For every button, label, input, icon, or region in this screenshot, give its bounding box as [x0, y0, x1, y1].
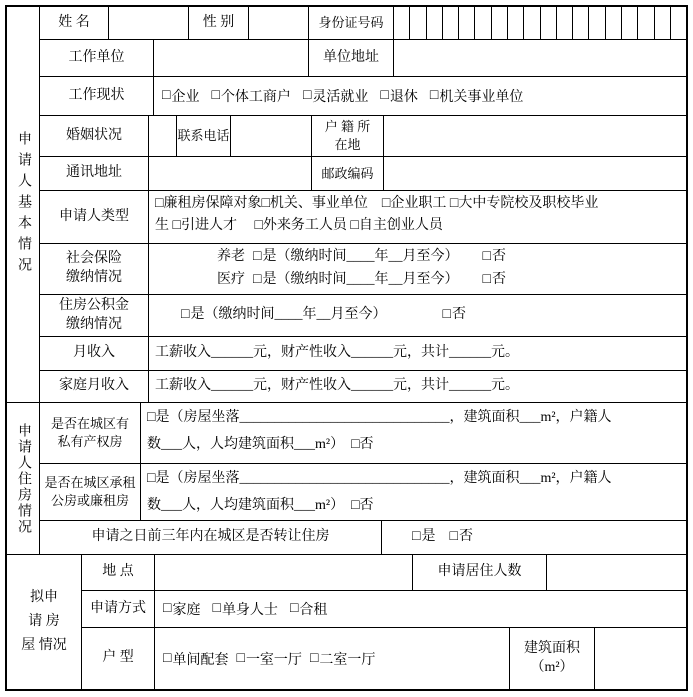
id-digit-cell[interactable]	[410, 7, 426, 39]
location-input-cell[interactable]	[155, 555, 413, 590]
transfer-yes-option[interactable]: □ 是	[412, 529, 436, 545]
housing-transfer-options	[382, 521, 686, 554]
applicant-type-label: 申请人类型	[40, 191, 149, 243]
family-monthly-income-text[interactable]: 工薪收入______元，财产性收入______元，共计______元。	[155, 378, 519, 394]
applicant-type-options-line1[interactable]: □廉租房保障对象□机关、事业单位 □企业职工 □大中专院校及职校毕业	[155, 196, 599, 211]
employer-address-label: 单位地址	[309, 40, 394, 76]
marital-status-label: 婚姻状况	[40, 116, 149, 156]
monthly-income-label: 月收入	[40, 337, 149, 370]
id-digit-cell[interactable]	[508, 7, 524, 39]
monthly-income-text[interactable]: 工薪收入______元，财产性收入______元，共计______元。	[155, 345, 519, 361]
section-label-basic-info-text: 申请人基本情况	[16, 131, 31, 278]
section-applicant-basic-info	[7, 7, 686, 403]
row-mailing-address	[40, 157, 686, 191]
id-digit-cell[interactable]	[475, 7, 491, 39]
section-proposed-housing	[7, 555, 686, 689]
mailing-address-label: 通讯地址	[40, 157, 149, 190]
section-label-housing-status-text: 申请人住房情况	[16, 422, 31, 535]
hukou-location-input-cell[interactable]	[384, 116, 686, 156]
floor-area-label: 建筑面积 （m²）	[510, 628, 595, 689]
row-applicant-type	[40, 191, 686, 244]
checkbox-icon[interactable]: □	[212, 601, 221, 616]
hukou-location-label: 户 籍 所 在地	[312, 116, 384, 156]
id-number-label: 身份证号码	[309, 7, 394, 39]
id-digit-cell[interactable]	[671, 7, 686, 39]
floor-area-input-cell[interactable]	[595, 628, 686, 689]
medical-yes-option[interactable]: □ 是（缴纳时间____年__月至今）	[253, 271, 459, 287]
rent-public-housing-label: 是否在城区承租 公房或廉租房	[40, 464, 141, 520]
applicant-type-options[interactable]	[149, 191, 686, 243]
marital-status-input-cell[interactable]	[149, 116, 177, 156]
checkbox-icon[interactable]: □	[309, 650, 319, 666]
own-property-label: 是否在城区有 私有产权房	[40, 403, 141, 463]
checkbox-icon[interactable]: □	[302, 88, 312, 103]
id-digit-cell[interactable]	[459, 7, 475, 39]
checkbox-icon[interactable]: □	[236, 650, 245, 666]
checkbox-icon[interactable]: □	[429, 88, 439, 103]
row-housing-transfer	[40, 521, 686, 554]
section-label-proposed-housing-text: 拟申 请 房 屋 情况	[21, 590, 67, 653]
option-public-institution[interactable]: □ 机关事业单位	[429, 88, 524, 105]
fund-no-option[interactable]: □ 否	[442, 307, 466, 323]
checkbox-icon[interactable]: □	[253, 271, 262, 287]
postal-code-label: 邮政编码	[312, 157, 384, 190]
id-digit-cell[interactable]	[394, 7, 410, 39]
row-rent-public-housing	[40, 464, 686, 521]
row-marital-phone-hukou	[40, 116, 686, 157]
id-digit-cell[interactable]	[492, 7, 508, 39]
medical-prefix: 医疗	[217, 271, 245, 287]
own-property-answer[interactable]: □是（房屋坐落______________________________，建筑面积___m²，户籍人 数___人，人均建筑面积___m²） □否	[147, 410, 612, 452]
id-digit-cell[interactable]	[655, 7, 671, 39]
row-housing-fund	[40, 295, 686, 337]
phone-label: 联系电话	[177, 116, 231, 156]
pension-insurance-line	[217, 246, 680, 269]
option-single-person[interactable]: □ 单身人士	[212, 601, 278, 618]
checkbox-icon[interactable]: □	[162, 88, 171, 103]
row-location	[82, 555, 686, 591]
option-family[interactable]: □ 家庭	[163, 601, 201, 618]
application-method-options	[155, 591, 686, 627]
row-social-insurance	[40, 244, 686, 295]
checkbox-icon[interactable]: □	[449, 529, 458, 545]
row-family-monthly-income	[40, 371, 686, 402]
id-number-digit-cells	[394, 7, 686, 39]
id-digit-cell[interactable]	[443, 7, 459, 39]
id-digit-cell[interactable]	[573, 7, 589, 39]
pension-yes-option[interactable]: □ 是（缴纳时间____年__月至今）	[253, 249, 459, 265]
id-digit-cell[interactable]	[541, 7, 557, 39]
checkbox-icon[interactable]: □	[253, 249, 262, 265]
employer-label: 工作单位	[40, 40, 154, 76]
option-retired[interactable]: □ 退休	[380, 88, 418, 105]
occupants-input-cell[interactable]	[547, 555, 686, 590]
id-digit-cell[interactable]	[589, 7, 605, 39]
id-digit-cell[interactable]	[427, 7, 443, 39]
id-digit-cell[interactable]	[638, 7, 654, 39]
id-digit-cell[interactable]	[622, 7, 638, 39]
social-insurance-label: 社会保险 缴纳情况	[40, 244, 149, 294]
option-self-employed[interactable]: □ 个体工商户	[211, 88, 291, 105]
option-flexible-employment[interactable]: □ 灵活就业	[302, 88, 369, 105]
checkbox-icon[interactable]: □	[412, 529, 421, 545]
social-insurance-content	[149, 244, 686, 294]
id-digit-cell[interactable]	[557, 7, 573, 39]
checkbox-icon[interactable]: □	[181, 307, 190, 323]
option-single-room-suite[interactable]: □ 单间配套	[163, 650, 229, 668]
checkbox-icon[interactable]: □	[442, 307, 451, 323]
unit-type-options	[155, 628, 510, 689]
application-method-label: 申请方式	[82, 591, 155, 627]
id-digit-cell[interactable]	[524, 7, 540, 39]
housing-application-form-table	[5, 5, 688, 691]
housing-fund-content	[149, 295, 686, 336]
checkbox-icon[interactable]: □	[482, 271, 491, 287]
section-label-basic-info	[7, 7, 40, 402]
housing-transfer-label: 申请之日前三年内在城区是否转让住房	[40, 521, 382, 554]
applicant-type-options-line2[interactable]: 生 □引进人才 □外来务工人员 □自主创业人员	[155, 218, 443, 234]
rent-public-housing-answer[interactable]: □是（房屋坐落______________________________，建筑面积___m²，户籍人 数___人，人均建筑面积___m²） □否	[147, 471, 612, 513]
checkbox-icon[interactable]: □	[482, 249, 491, 265]
option-one-bed-one-living[interactable]: □ 一室一厅	[236, 650, 302, 668]
id-digit-cell[interactable]	[606, 7, 622, 39]
transfer-no-option[interactable]: □ 否	[449, 529, 473, 545]
housing-fund-label: 住房公积金 缴纳情况	[40, 295, 149, 336]
postal-code-input-cell[interactable]	[384, 157, 686, 190]
row-own-property	[40, 403, 686, 464]
section-label-proposed-housing	[7, 555, 82, 689]
option-enterprise[interactable]: □ 企业	[162, 88, 200, 105]
checkbox-icon[interactable]: □	[163, 650, 172, 666]
row-application-method	[82, 591, 686, 628]
phone-input-cell[interactable]	[231, 116, 312, 156]
medical-insurance-line	[217, 269, 680, 292]
row-unit-type	[82, 628, 686, 689]
checkbox-icon[interactable]: □	[380, 88, 389, 103]
family-monthly-income-label: 家庭月收入	[40, 371, 149, 402]
row-monthly-income	[40, 337, 686, 371]
pension-prefix: 养老	[217, 249, 245, 265]
checkbox-icon[interactable]: □	[289, 601, 299, 616]
name-input-cell[interactable]	[109, 7, 189, 39]
section-label-housing-status	[7, 403, 40, 554]
work-status-options	[154, 77, 686, 115]
option-shared-rent[interactable]: □ 合租	[289, 601, 328, 618]
fund-yes-option[interactable]: □ 是（缴纳时间____年__月至今）	[181, 307, 387, 323]
checkbox-icon[interactable]: □	[163, 601, 172, 616]
location-label: 地 点	[82, 555, 155, 590]
gender-label: 性 别	[189, 7, 249, 39]
work-status-label: 工作现状	[40, 77, 154, 115]
unit-type-label: 户 型	[82, 628, 155, 689]
pension-no-option[interactable]: □ 否	[482, 249, 506, 265]
gender-input-cell[interactable]	[249, 7, 309, 39]
employer-address-input-cell[interactable]	[394, 40, 686, 76]
row-name-gender-id	[40, 7, 686, 40]
employer-input-cell[interactable]	[154, 40, 309, 76]
checkbox-icon[interactable]: □	[211, 88, 220, 103]
row-work-status	[40, 77, 686, 116]
mailing-address-input-cell[interactable]	[149, 157, 312, 190]
option-two-bed-one-living[interactable]: □ 二室一厅	[309, 650, 376, 668]
name-label: 姓 名	[40, 7, 109, 39]
occupants-label: 申请居住人数	[413, 555, 547, 590]
section-applicant-housing-status	[7, 403, 686, 555]
medical-no-option[interactable]: □ 否	[482, 271, 506, 287]
row-employer	[40, 40, 686, 77]
